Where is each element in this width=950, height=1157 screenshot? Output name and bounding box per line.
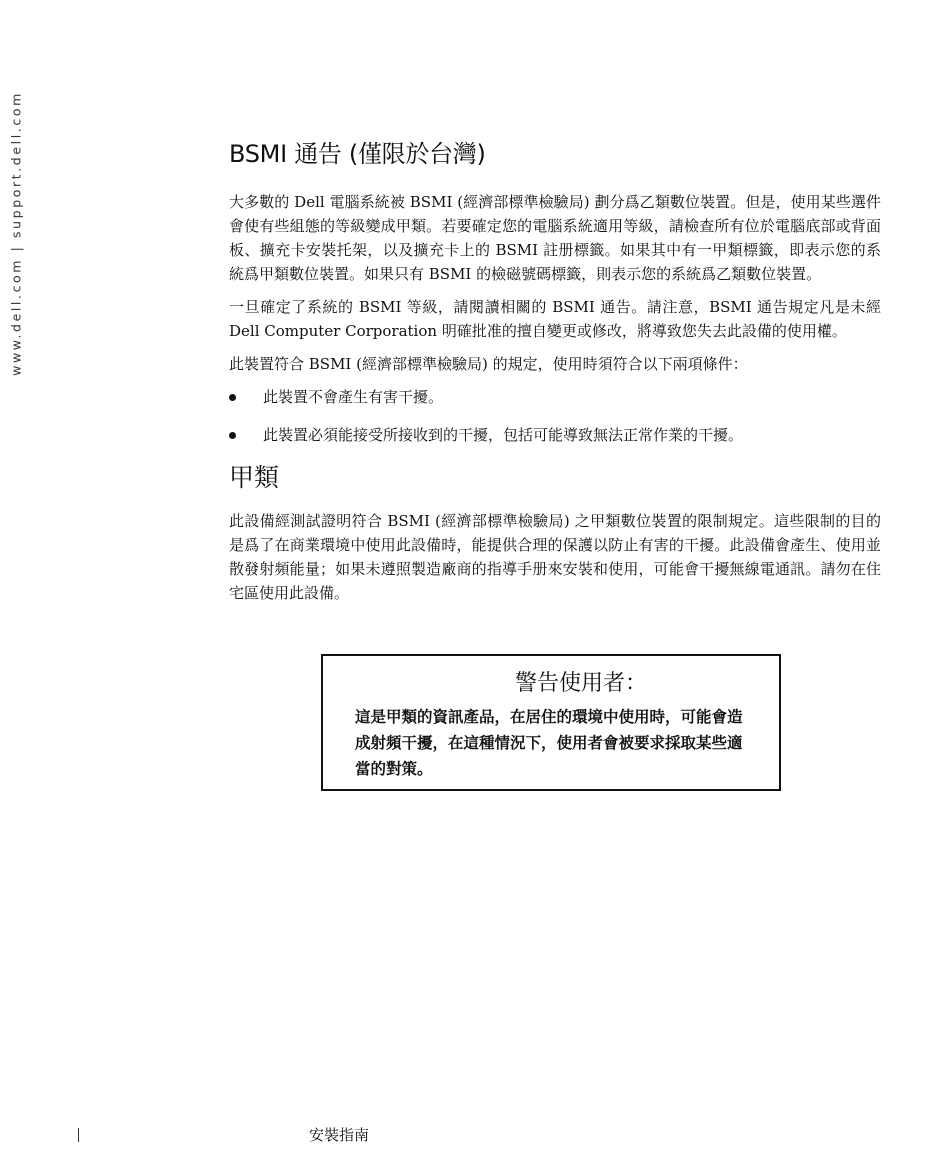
section-paragraph: 此設備經測試證明符合 BSMI (經濟部標準檢驗局) 之甲類數位裝置的限制規定。這些限制的目的是爲了在商業環境中使用此設備時，能提供合理的保護以防止有害的干擾。此設備會產生、使用並散發射頻能量；如果未遵照製造廠商的指導手册來安裝和使用，可能會干擾無線電通訊。請勿在住宅區使用此設備。: [229, 512, 881, 602]
bullet-icon: [229, 394, 236, 401]
footer-divider: [78, 1128, 79, 1142]
conditions-list: [229, 385, 881, 447]
list-item: [229, 423, 881, 447]
page-title: BSMI 通告 (僅限於台灣): [229, 140, 486, 168]
warning-title: 警告使用者：: [514, 671, 647, 696]
class-paragraph: 一旦確定了系統的 BSMI 等級，請閱讀相關的 BSMI 通告。請注意，BSMI 通告規定凡是未經 Dell Computer Corporation 明確批准的擅自變更或修改，將導致您失去此設備的使用權。: [229, 298, 881, 340]
conditions-paragraph: 此裝置符合 BSMI (經濟部標準檢驗局) 的規定，使用時須符合以下兩項條件：: [229, 355, 748, 373]
list-item: [229, 385, 881, 409]
intro-paragraph: 大多數的 Dell 電腦系統被 BSMI (經濟部標準檢驗局) 劃分爲乙類數位裝置。但是，使用某些選件會使有些組態的等級變成甲類。若要確定您的電腦系統適用等級，請檢查所有位於電腦底部或背面板、擴充卡安裝托架，以及擴充卡上的 BSMI 註册標籤。如果其中有一甲類標籤，即表示您的系統爲甲類數位裝置。如果只有 BSMI 的檢磁號碼標籤，則表示您的系統爲乙類數位裝置。: [229, 193, 881, 283]
warning-text: 這是甲類的資訊產品，在居住的環境中使用時，可能會造成射頻干擾，在這種情況下，使用者會被要求採取某些適當的對策。: [355, 707, 743, 778]
section-heading: 甲類: [229, 463, 280, 492]
main-content: [229, 138, 881, 614]
warning-box: [321, 654, 781, 791]
bullet-icon: [229, 432, 236, 439]
side-url-text: www.dell.com | support.dell.com: [8, 91, 24, 376]
footer-title: 安裝指南: [309, 1126, 370, 1144]
list-item-text: 此裝置必須能接受所接收到的干擾，包括可能導致無法正常作業的干擾。: [263, 426, 744, 444]
list-item-text: 此裝置不會產生有害干擾。: [263, 388, 444, 406]
